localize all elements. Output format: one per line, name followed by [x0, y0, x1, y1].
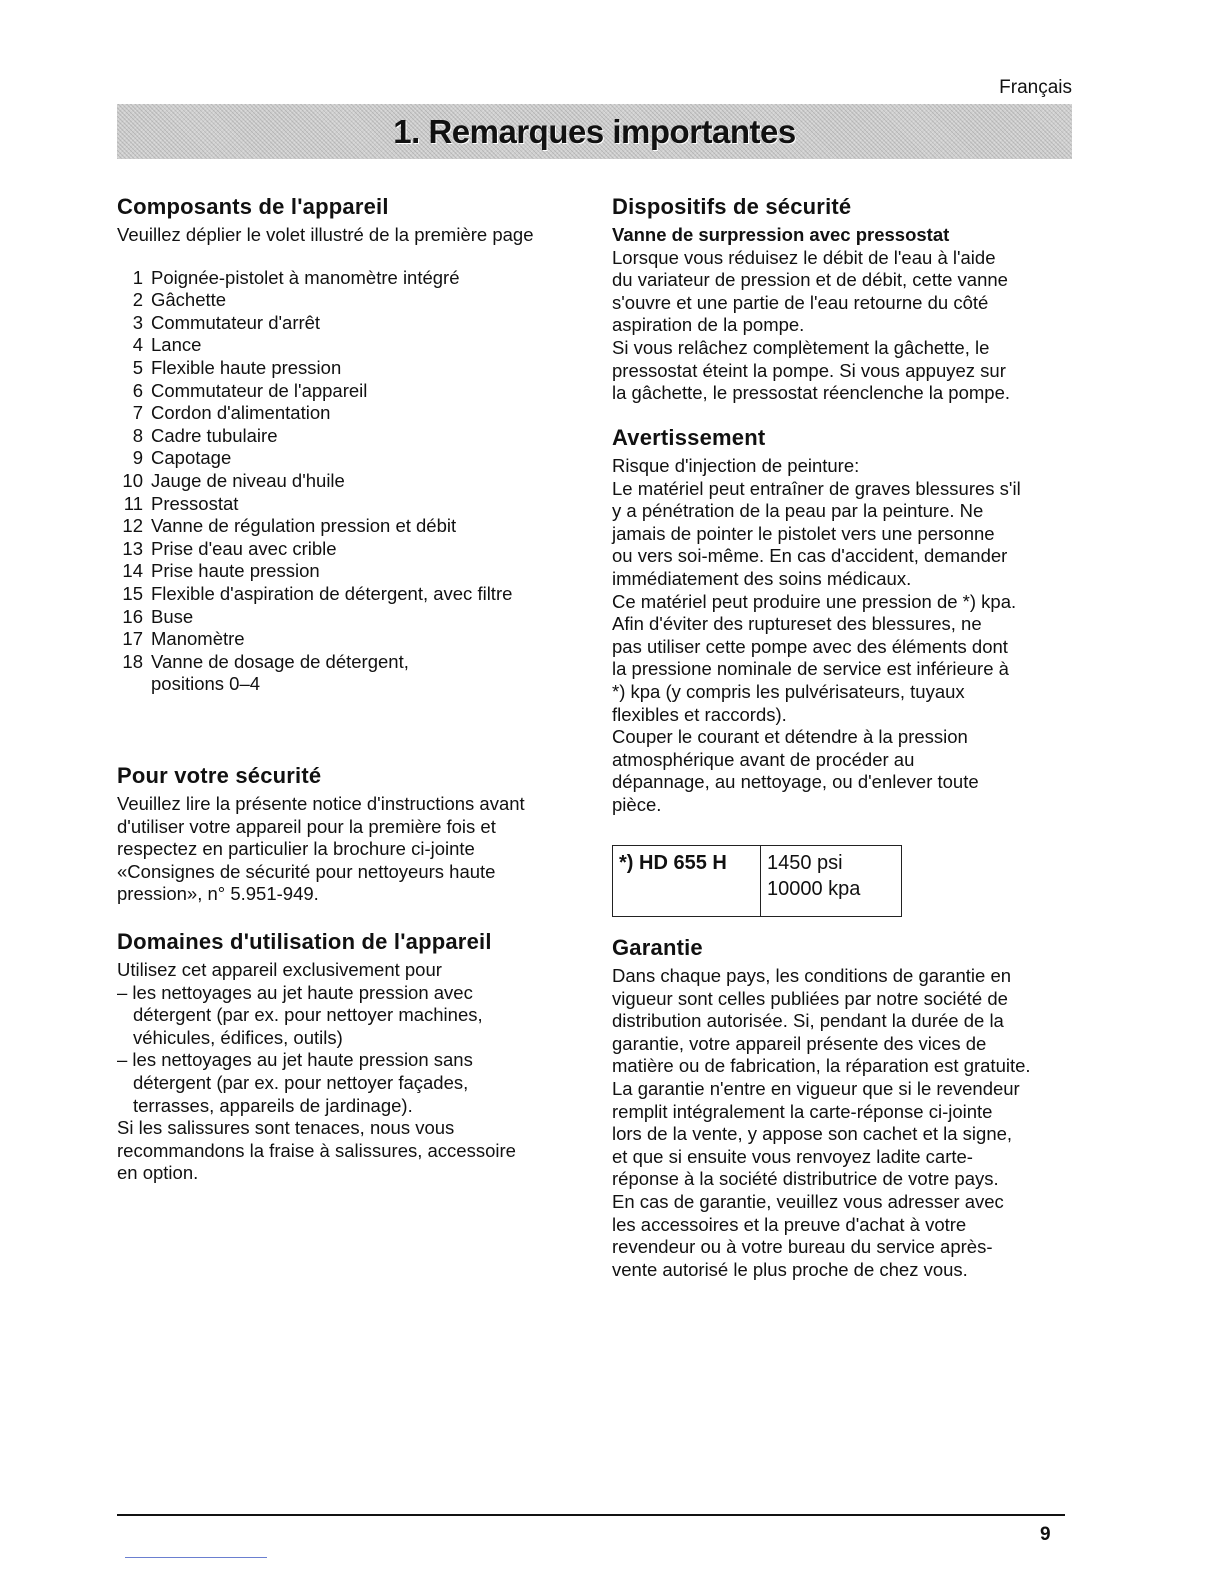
item-label: Manomètre [151, 628, 245, 650]
text-line: Afin d'éviter des ruptureset des blessures, ne [612, 613, 982, 635]
text-line: Lorsque vous réduisez le débit de l'eau à l'aide [612, 246, 996, 268]
component-item [117, 538, 587, 561]
item-label: Prise d'eau avec crible [151, 537, 337, 559]
text-line: revendeur ou à votre bureau du service après- [612, 1236, 993, 1258]
text-line: pressostat éteint la pompe. Si vous appuyez sur [612, 359, 1006, 381]
component-item [117, 560, 587, 583]
section-heading: Garantie [612, 935, 703, 960]
section-domaines [117, 929, 587, 1185]
text-line: flexibles et raccords). [612, 703, 787, 725]
item-label: Buse [151, 605, 194, 627]
text-line: et que si ensuite vous renvoyez ladite carte- [612, 1145, 973, 1167]
item-number: 11 [123, 492, 143, 514]
component-item [117, 628, 587, 651]
text-line: pas utiliser cette pompe avec des éléments dont [612, 635, 1008, 657]
item-label: Capotage [151, 447, 232, 469]
text-line: Utilisez cet appareil exclusivement pour [117, 959, 442, 980]
item-number: 18 [122, 650, 143, 672]
component-item [117, 515, 587, 538]
component-item [117, 583, 587, 606]
item-number: 6 [132, 379, 143, 401]
text-line: La garantie n'entre en vigueur que si le revendeur [612, 1077, 1020, 1099]
section-avertissement [612, 425, 1082, 817]
item-label: Prise haute pression [151, 560, 320, 582]
item-number: 10 [122, 469, 143, 491]
text-line: remplit intégralement la carte-réponse ci-jointe [612, 1100, 993, 1122]
text-line: réponse à la société distributrice de votre pays. [612, 1168, 999, 1190]
item-label: Commutateur de l'appareil [151, 379, 368, 401]
item-label: Gâchette [151, 289, 227, 311]
text-line: aspiration de la pompe. [612, 314, 805, 336]
item-number: 5 [132, 356, 143, 378]
text-line: Si les salissures sont tenaces, nous vous [117, 1117, 455, 1139]
pressure-kpa: 10000 kpa [767, 878, 861, 900]
item-label: Flexible d'aspiration de détergent, avec filtre [151, 582, 513, 604]
item-label: Commutateur d'arrêt [151, 311, 321, 333]
section-heading: Domaines d'utilisation de l'appareil [117, 929, 492, 954]
text-line: Risque d'injection de peinture: [612, 455, 860, 476]
text-line: En cas de garantie, veuillez vous adresser avec [612, 1190, 1004, 1212]
section-dispositifs [612, 194, 1082, 405]
section-heading: Pour votre sécurité [117, 763, 322, 788]
section-heading: Dispositifs de sécurité [612, 194, 852, 219]
text-line: vente autorisé le plus proche de chez vous. [612, 1258, 968, 1280]
page-number: 9 [1040, 1524, 1051, 1545]
text-line: lors de la vente, y appose son cachet et la signe, [612, 1123, 1013, 1145]
text-line: – les nettoyages au jet haute pression sans [117, 1049, 473, 1071]
item-number: 3 [132, 311, 143, 333]
text-line: pression», n° 5.951-949. [117, 883, 319, 905]
item-number: 1 [132, 266, 143, 288]
pressure-psi: 1450 psi [767, 852, 843, 874]
section-body [612, 455, 1082, 817]
item-label: Flexible haute pression [151, 356, 342, 378]
model-cell: *) HD 655 H [613, 846, 761, 917]
text-line: Si vous relâchez complètement la gâchette, le [612, 336, 990, 358]
text-line: dépannage, au nettoyage, ou d'enlever toute [612, 771, 979, 793]
item-number: 14 [122, 560, 143, 582]
item-number: 2 [132, 289, 143, 311]
text-line: véhicules, édifices, outils) [133, 1026, 343, 1048]
component-item [117, 651, 587, 674]
item-label: Lance [151, 334, 202, 356]
section-body [612, 247, 1082, 405]
text-line: recommandons la fraise à salissures, accessoire [117, 1139, 516, 1161]
margin-mark [125, 1557, 267, 1558]
text-line: pièce. [612, 793, 662, 815]
component-item [117, 447, 587, 470]
item-number: 7 [132, 402, 143, 424]
component-item [117, 425, 587, 448]
text-line: détergent (par ex. pour nettoyer machines, [133, 1004, 483, 1026]
text-line: garantie, votre appareil présente des vices de [612, 1032, 987, 1054]
section-subheading: Vanne de surpression avec pressostat [612, 224, 950, 245]
text-line: d'utiliser votre appareil pour la première fois et [117, 815, 496, 837]
component-item [117, 289, 587, 312]
section-heading: Composants de l'appareil [117, 194, 389, 219]
section-body [612, 965, 1082, 1281]
item-number: 8 [132, 424, 143, 446]
item-number: 15 [122, 582, 143, 604]
section-securite [117, 763, 587, 906]
item-label: Cadre tubulaire [151, 424, 278, 446]
component-item [117, 402, 587, 425]
component-item [117, 312, 587, 335]
text-line: y a pénétration de la peau par la peinture. Ne [612, 500, 984, 522]
chapter-title: 1. Remarques importantes [393, 113, 796, 150]
item-label: positions 0–4 [151, 673, 261, 695]
section-heading: Avertissement [612, 425, 766, 450]
text-line: Dans chaque pays, les conditions de garantie en [612, 965, 1012, 986]
section-intro: Veuillez déplier le volet illustré de la première page [117, 224, 534, 245]
component-item [117, 380, 587, 403]
component-item [117, 267, 587, 290]
text-line: jamais de pointer le pistolet vers une personne [612, 522, 995, 544]
components-list [117, 267, 587, 696]
text-line: détergent (par ex. pour nettoyer façades, [133, 1071, 469, 1093]
text-line: *) kpa (y compris les pulvérisateurs, tuyaux [612, 680, 965, 702]
item-label: Vanne de régulation pression et débit [151, 515, 457, 537]
component-item [117, 334, 587, 357]
text-line: la pressione nominale de service est inférieure à [612, 658, 1009, 680]
text-line: terrasses, appareils de jardinage). [133, 1094, 413, 1116]
table-row [613, 846, 902, 917]
text-line: «Consignes de sécurité pour nettoyeurs haute [117, 860, 496, 882]
text-line: Le matériel peut entraîner de graves blessures s'il [612, 477, 1021, 499]
text-line: Veuillez lire la présente notice d'instructions avant [117, 793, 525, 814]
pressure-spec-table [612, 845, 902, 917]
item-label: Pressostat [151, 492, 239, 514]
item-number: 9 [132, 447, 143, 469]
footer-rule [117, 1514, 1065, 1516]
section-body [117, 959, 587, 1185]
text-line: distribution autorisée. Si, pendant la durée de la [612, 1010, 1004, 1032]
item-number: 12 [122, 515, 143, 537]
pressure-cell [761, 846, 902, 917]
item-label: Poignée-pistolet à manomètre intégré [151, 266, 460, 288]
item-label: Jauge de niveau d'huile [151, 469, 345, 491]
component-item [117, 673, 587, 696]
item-label: Vanne de dosage de détergent, [151, 650, 409, 672]
language-label: Français [999, 77, 1072, 98]
text-line: respectez en particulier la brochure ci-jointe [117, 838, 475, 860]
text-line: ou vers soi-même. En cas d'accident, demander [612, 545, 1008, 567]
text-line: Ce matériel peut produire une pression de *) kpa. [612, 590, 1017, 612]
text-line: Couper le courant et détendre à la pression [612, 726, 968, 748]
component-item [117, 470, 587, 493]
section-composants [117, 194, 587, 696]
text-line: en option. [117, 1162, 199, 1184]
component-item [117, 606, 587, 629]
text-line: du variateur de pression et de débit, cette vanne [612, 269, 1008, 291]
chapter-banner [117, 104, 1072, 159]
section-garantie [612, 935, 1082, 1281]
item-number [117, 673, 143, 696]
text-line: la gâchette, le pressostat réenclenche la pompe. [612, 382, 1010, 404]
text-line: – les nettoyages au jet haute pression avec [117, 981, 473, 1003]
text-line: les accessoires et la preuve d'achat à votre [612, 1213, 967, 1235]
component-item [117, 493, 587, 516]
text-line: matière ou de fabrication, la réparation est gratuite. [612, 1055, 1031, 1077]
item-number: 13 [122, 537, 143, 559]
text-line: immédiatement des soins médicaux. [612, 567, 912, 589]
section-body [117, 793, 587, 906]
text-line: vigueur sont celles publiées par notre société de [612, 987, 1008, 1009]
component-item [117, 357, 587, 380]
text-line: s'ouvre et une partie de l'eau retourne du côté [612, 291, 989, 313]
item-number: 17 [122, 628, 143, 650]
item-number: 4 [132, 334, 143, 356]
item-number: 16 [122, 605, 143, 627]
item-label: Cordon d'alimentation [151, 402, 331, 424]
text-line: atmosphérique avant de procéder au [612, 748, 915, 770]
